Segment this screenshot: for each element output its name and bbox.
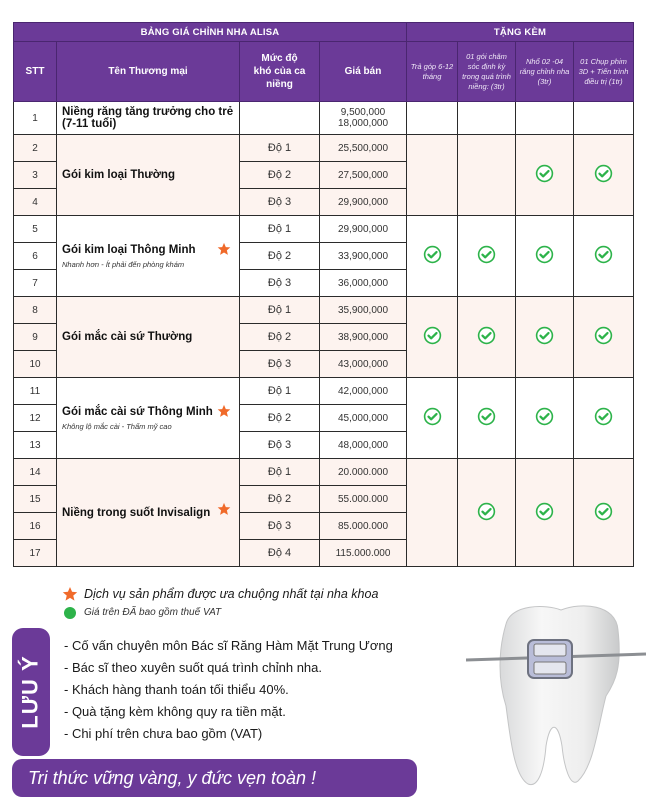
cell-stt: 9 (14, 324, 57, 351)
cell-package-name (57, 378, 240, 459)
package-name: Niềng răng tăng trưởng cho trẻ (7-11 tuổi) (62, 106, 234, 130)
cell-price: 29,900,000 (320, 189, 407, 216)
slogan-text: Tri thức vững vàng, y đức vẹn toàn ! (28, 767, 317, 788)
check-circle-icon (535, 407, 554, 426)
check-circle-icon (423, 407, 442, 426)
check-circle-icon (423, 245, 442, 264)
cell-price (320, 102, 407, 135)
cell-level: Độ 2 (240, 405, 320, 432)
cell-gift-care (458, 135, 516, 216)
cell-package-name (57, 459, 240, 567)
cell-price: 27,500,000 (320, 162, 407, 189)
price-table (13, 22, 634, 567)
cell-gift-extraction (516, 297, 574, 378)
cell-stt: 13 (14, 432, 57, 459)
tooth-shape (500, 606, 619, 785)
cell-stt: 12 (14, 405, 57, 432)
cell-price: 29,900,000 (320, 216, 407, 243)
cell-price: 33,900,000 (320, 243, 407, 270)
cell-level: Độ 3 (240, 432, 320, 459)
cell-gift-extraction (516, 378, 574, 459)
cell-package-name (57, 297, 240, 378)
cell-stt: 3 (14, 162, 57, 189)
cell-gift-care (458, 378, 516, 459)
package-subtitle: Nhanh hơn - Ít phải đến phòng khám (62, 259, 185, 269)
cell-level: Độ 1 (240, 378, 320, 405)
cell-price: 38,900,000 (320, 324, 407, 351)
green-dot-icon (64, 607, 76, 619)
cell-price: 35,900,000 (320, 297, 407, 324)
cell-stt: 11 (14, 378, 57, 405)
star-icon (217, 242, 231, 256)
star-icon (217, 502, 231, 516)
check-circle-icon (477, 407, 496, 426)
table-row (14, 102, 634, 135)
cell-level: Độ 1 (240, 459, 320, 486)
legend-popular (62, 584, 378, 603)
cell-gift-care (458, 459, 516, 567)
cell-stt: 2 (14, 135, 57, 162)
cell-level: Độ 1 (240, 135, 320, 162)
table-row (14, 216, 634, 243)
note-item: - Chi phí trên chưa bao gồm (VAT) (64, 726, 263, 741)
check-circle-icon (477, 326, 496, 345)
cell-level: Độ 2 (240, 243, 320, 270)
cell-gift-care (458, 216, 516, 297)
package-name: Gói kim loại Thông Minh (62, 243, 196, 256)
price-value-alt: 18,000,000 (337, 118, 389, 129)
package-name: Gói mắc cài sứ Thường (62, 331, 193, 343)
cell-price: 43,000,000 (320, 351, 407, 378)
header-price: Giá bán (320, 42, 407, 102)
package-name: Niềng trong suốt Invisalign (62, 506, 211, 519)
legend-popular-text: Dịch vụ sản phẩm được ưa chuộng nhất tại nha khoa (84, 586, 379, 601)
cell-level: Độ 3 (240, 513, 320, 540)
header-level: Mức độ khó của ca niềng (240, 42, 320, 102)
check-circle-icon (423, 326, 442, 345)
cell-gift-installment (407, 297, 458, 378)
cell-package-name (57, 135, 240, 216)
cell-gift-3d-scan (574, 459, 634, 567)
check-circle-icon (535, 326, 554, 345)
header-stt: STT (14, 42, 57, 102)
cell-price: 55.000.000 (320, 486, 407, 513)
cell-gift-extraction (516, 135, 574, 216)
cell-stt: 8 (14, 297, 57, 324)
notes-list (64, 635, 393, 745)
package-name: Gói mắc cài sứ Thông Minh (62, 405, 213, 418)
cell-price: 36,000,000 (320, 270, 407, 297)
cell-level: Độ 1 (240, 297, 320, 324)
cell-level: Độ 2 (240, 486, 320, 513)
check-circle-icon (594, 407, 613, 426)
header-gift-care: 01 gói chăm sóc định kỳ trong quá trình niềng: (3tr) (458, 42, 516, 102)
cell-price: 20.000.000 (320, 459, 407, 486)
cell-gift-installment (407, 378, 458, 459)
check-circle-icon (594, 326, 613, 345)
cell-gift-installment (407, 102, 458, 135)
header-gift-installment: Trả góp 6-12 tháng (407, 42, 458, 102)
table-body (14, 102, 634, 567)
cell-gift-extraction (516, 102, 574, 135)
cell-price: 85.000.000 (320, 513, 407, 540)
note-item: - Bác sĩ theo xuyên suốt quá trình chỉnh nha. (64, 660, 322, 675)
cell-gift-3d-scan (574, 216, 634, 297)
cell-stt: 4 (14, 189, 57, 216)
note-item: - Khách hàng thanh toán tối thiểu 40%. (64, 682, 289, 697)
cell-stt: 14 (14, 459, 57, 486)
cell-gift-installment (407, 216, 458, 297)
cell-stt: 10 (14, 351, 57, 378)
cell-price: 25,500,000 (320, 135, 407, 162)
check-circle-icon (594, 245, 613, 264)
cell-level: Độ 3 (240, 189, 320, 216)
star-icon (217, 404, 231, 418)
cell-level: Độ 2 (240, 324, 320, 351)
cell-stt: 6 (14, 243, 57, 270)
cell-gift-extraction (516, 459, 574, 567)
check-circle-icon (535, 164, 554, 183)
cell-stt: 1 (14, 102, 57, 135)
check-circle-icon (594, 502, 613, 521)
cell-gift-extraction (516, 216, 574, 297)
cell-gift-care (458, 297, 516, 378)
table-row (14, 459, 634, 486)
cell-stt: 5 (14, 216, 57, 243)
cell-level: Độ 3 (240, 270, 320, 297)
note-item: - Quà tặng kèm không quy ra tiền mặt. (64, 704, 286, 719)
cell-package-name (57, 216, 240, 297)
cell-price: 48,000,000 (320, 432, 407, 459)
check-circle-icon (594, 164, 613, 183)
cell-level: Độ 1 (240, 216, 320, 243)
cell-level: Độ 4 (240, 540, 320, 567)
cell-price: 45,000,000 (320, 405, 407, 432)
header-gift-3d-scan: 01 Chụp phim 3D + Tiến trình điều trị (1tr) (574, 42, 634, 102)
legend-vat (62, 603, 378, 622)
note-item: - Cố vấn chuyên môn Bác sĩ Răng Hàm Mặt Trung Ương (64, 638, 393, 653)
cell-stt: 7 (14, 270, 57, 297)
cell-stt: 17 (14, 540, 57, 567)
cell-level: Độ 2 (240, 162, 320, 189)
check-circle-icon (477, 245, 496, 264)
note-tag-label: LƯU Ý (18, 655, 43, 729)
table-row (14, 135, 634, 162)
cell-level (240, 102, 320, 135)
cell-gift-3d-scan (574, 102, 634, 135)
package-subtitle: Không lộ mắc cài - Thẩm mỹ cao (62, 421, 172, 431)
table-row (14, 297, 634, 324)
legend-vat-text: Giá trên ĐÃ bao gồm thuế VAT (84, 607, 222, 618)
check-circle-icon (535, 245, 554, 264)
cell-gift-installment (407, 459, 458, 567)
header-gift-extraction: Nhổ 02 -04 răng chỉnh nha (3tr) (516, 42, 574, 102)
cell-stt: 16 (14, 513, 57, 540)
check-circle-icon (477, 502, 496, 521)
cell-level: Độ 3 (240, 351, 320, 378)
note-tag (12, 628, 50, 756)
star-icon (62, 586, 78, 602)
check-circle-icon (535, 502, 554, 521)
cell-package-name (57, 102, 240, 135)
cell-gift-installment (407, 135, 458, 216)
cell-price: 115.000.000 (320, 540, 407, 567)
cell-gift-care (458, 102, 516, 135)
cell-stt: 15 (14, 486, 57, 513)
header-name: Tên Thương mại (57, 42, 240, 102)
table-title: BẢNG GIÁ CHỈNH NHA ALISA (14, 23, 407, 42)
cell-gift-3d-scan (574, 297, 634, 378)
cell-price: 42,000,000 (320, 378, 407, 405)
legend (62, 584, 378, 622)
table-row (14, 378, 634, 405)
tooth-braces-illustration (466, 596, 646, 800)
gift-title: TẶNG KÈM (407, 23, 634, 42)
cell-gift-3d-scan (574, 378, 634, 459)
cell-gift-3d-scan (574, 135, 634, 216)
package-name: Gói kim loại Thường (62, 169, 175, 181)
slogan-banner (12, 759, 417, 797)
price-value: 9,500,000 (340, 107, 386, 118)
